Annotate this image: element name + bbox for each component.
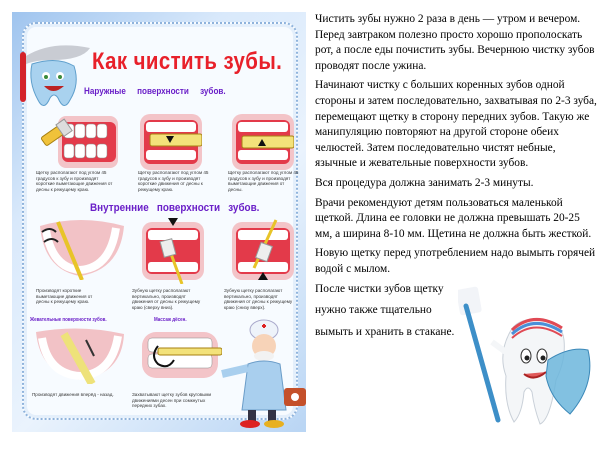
poster-title: Как чистить зубы. (92, 48, 283, 75)
paragraph-technique: Начинают чистку с больших коренных зубов одной стороны и затем последовательно, захватывая по 2-3 зуба, перемещают щетку в сторону передних зубов. Такую же манипуляцию повторяют на другой стороне обеих челюстей. Затем последовательно чистят небные, язычные и жевательные поверхности зубов. (315, 79, 597, 170)
caption-8: Захватывают щетку зубов круговыми движениями десен при сомкнутых передних зубах. (132, 392, 212, 409)
gum-massage-illustration (142, 330, 222, 380)
closing-line-1: После чистки зубов щетку (315, 282, 444, 295)
caption-4: Производят короткие выметающие движения от десны к режущему краю. (36, 288, 93, 305)
inner-surface-illustration-1 (32, 218, 128, 280)
closing-line-3: вымыть и хранить в стакане. (315, 325, 455, 338)
tooth-mascot-icon (12, 34, 92, 114)
tooth-shield-mascot-icon (458, 280, 598, 430)
section-outer-surfaces: Наружные поверхности зубов. (84, 86, 226, 96)
chewing-surface-illustration (32, 328, 128, 384)
paragraph-new-brush: Новую щетку перед употреблением надо вымыть горячей водой с мылом. (315, 247, 596, 275)
caption-1: Щетку располагают под углом 45 градусов к зубу и производят короткие выметающие движения от десны к режущему краю. (36, 170, 113, 192)
outer-surface-illustration-3 (232, 114, 294, 170)
paragraph-duration: Вся процедура должна занимать 2-3 минуты. (315, 176, 534, 189)
section-chewing-surfaces: Жевательные поверхности зубов. (30, 317, 107, 323)
inner-surface-illustration-2 (142, 218, 204, 284)
caption-2: Щетку располагают под углом 45 градусов к зубу и производят короткие движения от десны к режущему краю. (138, 170, 209, 192)
section-inner-surfaces: Внутренние поверхности зубов. (90, 202, 260, 214)
caption-3: Щетку располагают под углом 45 градусов к зубу и производят выметающие движения от десны. (228, 170, 299, 192)
outer-surface-illustration-1 (38, 116, 118, 168)
doctor-cartoon-icon (218, 318, 310, 428)
paragraph-brush-size: Врачи рекомендуют детям пользоваться маленькой щеткой. Длина ее головки не должна превышать 20-25 мм, а ширина 8-10 мм. Щетина не должна быть жесткой. (315, 196, 592, 240)
outer-surface-illustration-2 (140, 114, 202, 170)
tooth-brushing-poster (12, 12, 306, 432)
paragraph-frequency: Чистить зубы нужно 2 раза в день — утром и вечером. Перед завтраком полезно просто хорошо прополоскать рот, а после еды почистить зубы. Вечернюю чистку зубов проводят после ужина. (315, 13, 595, 72)
closing-line-2: нужно также тщательно (315, 304, 432, 317)
inner-surface-illustration-3 (232, 218, 294, 284)
caption-6: Зубную щетку располагают вертикально, производят движения от десны к режущему краю (снизу вверх). (224, 288, 293, 310)
section-gum-massage: Массаж дёсен. (154, 317, 187, 323)
caption-7: Производят движения вперёд - назад. (32, 392, 114, 397)
caption-5: Зубную щетку располагают вертикально, производят движения от десны к режущему краю (сверху вниз). (132, 288, 201, 310)
